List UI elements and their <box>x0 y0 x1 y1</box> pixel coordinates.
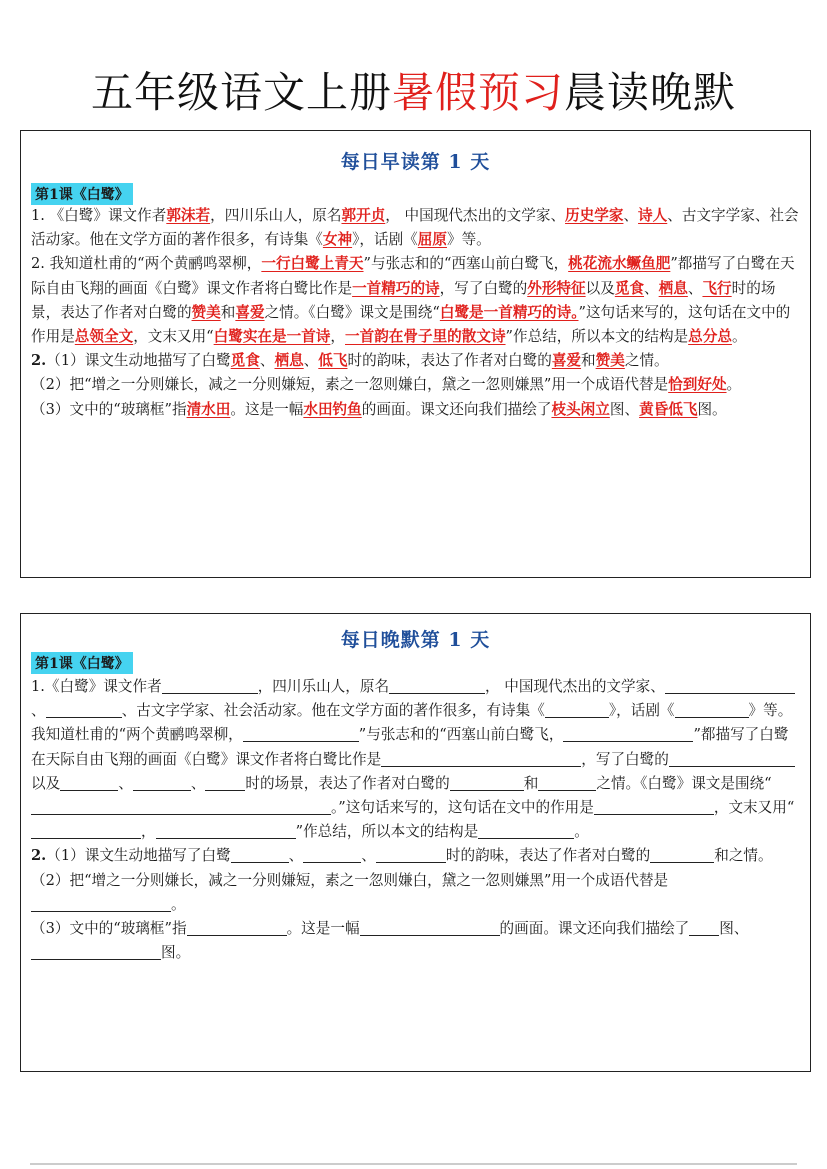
evening-paragraph-4 <box>31 917 801 965</box>
text-span: 。 <box>731 328 747 346</box>
morning-paragraph-5 <box>31 398 801 422</box>
fill-blank[interactable] <box>162 676 258 694</box>
answer: 觅食 <box>230 352 260 370</box>
fill-blank[interactable] <box>675 700 749 718</box>
fill-blank[interactable] <box>303 845 361 863</box>
text-span: 、 <box>31 702 46 720</box>
answer: 历史学家 <box>565 207 624 224</box>
text-span: （3）文中的“玻璃框”指 <box>31 400 187 418</box>
answer: 喜爱 <box>551 352 582 370</box>
morning-heading: 每日早读第 1 天 <box>340 151 491 173</box>
fill-blank[interactable] <box>538 773 596 791</box>
evening-paragraph-2 <box>31 844 801 868</box>
text-span: 时的韵味，表达了作者对白鹭的 <box>347 352 552 370</box>
answer: 一首精巧的诗 <box>352 279 440 297</box>
text-span: 、 <box>687 279 703 297</box>
evening-dictation-panel <box>20 613 811 1072</box>
text-span: 、 <box>259 352 275 370</box>
text-span: ，四川乐山人，原名 <box>210 207 342 224</box>
answer: 觅食 <box>614 279 645 297</box>
text-span: 、 <box>303 352 319 370</box>
text-span: 的画面。课文还向我们描绘了 <box>499 920 690 938</box>
answer: 栖息 <box>658 279 688 297</box>
text-span: 1. 《白鹭》课文作者 <box>31 207 167 224</box>
fill-blank[interactable] <box>665 676 795 694</box>
text-span: 时的韵味，表达了作者对白鹭的 <box>445 847 651 865</box>
text-span: 、 <box>190 774 206 792</box>
fill-blank[interactable] <box>31 797 331 815</box>
text-span: 1.《白鹭》课文作者 <box>31 678 162 695</box>
question-number: 2. <box>31 352 47 370</box>
fill-blank[interactable] <box>243 724 359 742</box>
answer: 女神 <box>322 231 353 249</box>
text-span: ，写了白鹭的 <box>439 279 528 297</box>
text-span: ”都描写了白鹭在天际自由飞翔的画面《白鹭》课文作者将白鹭比作是 <box>31 726 789 768</box>
morning-paragraph-3 <box>31 349 801 373</box>
evening-heading: 每日晚默第 1 天 <box>340 629 491 651</box>
text-span: （1）课文生动地描写了白鹭 <box>46 352 231 370</box>
fill-blank[interactable] <box>650 845 714 863</box>
answer: 外形特征 <box>527 279 586 297</box>
text-span: 之情。 <box>624 352 669 370</box>
text-span: 图、 <box>719 920 749 938</box>
fill-blank[interactable] <box>594 797 714 815</box>
text-span: ，文末又用“ <box>133 328 214 346</box>
answer: 总分总 <box>688 328 732 346</box>
fill-blank[interactable] <box>478 821 574 839</box>
fill-blank[interactable] <box>31 942 161 960</box>
text-span: 。这是一幅 <box>286 920 360 938</box>
fill-blank[interactable] <box>31 894 171 912</box>
text-span: 时的场景，表达了作者对白鹭的 <box>31 279 776 321</box>
text-span: 和 <box>220 303 236 321</box>
text-span: 之情。《白鹭》课文是围绕“ <box>596 774 772 792</box>
text-span: 》，话剧《 <box>608 702 675 720</box>
title-highlight: 暑假预习 <box>391 68 564 117</box>
text-span: （3）文中的“玻璃框”指 <box>31 920 187 938</box>
fill-blank[interactable] <box>689 918 719 936</box>
title-part-1: 五年级语文上册 <box>90 68 392 117</box>
text-span: ”这句话来写的，这句话在文中的作用是 <box>31 303 791 346</box>
morning-paragraph-4 <box>31 373 801 397</box>
text-span: （2）把“增之一分则嫌长，减之一分则嫌短，素之一忽则嫌白，黛之一忽则嫌黑”用一个成语代替是 <box>31 871 669 889</box>
text-span: （1）课文生动地描写了白鹭 <box>46 847 231 865</box>
text-span: ， 中国现代杰出的文学家、 <box>385 207 566 224</box>
text-span: 以及 <box>31 774 61 792</box>
text-span: 2. 我知道杜甫的“两个黄鹂鸣翠柳， <box>31 255 262 273</box>
fill-blank[interactable] <box>31 821 141 839</box>
text-span: 图。 <box>697 400 727 418</box>
answer: 清水田 <box>186 400 231 418</box>
answer: 黄昏低飞 <box>639 400 698 418</box>
fill-blank[interactable] <box>133 773 191 791</box>
morning-paragraph-1 <box>31 204 801 252</box>
bottom-divider <box>30 1163 797 1165</box>
answer: 白鹭是一首精巧的诗。 <box>439 303 579 321</box>
text-span: （2）把“增之一分则嫌长，减之一分则嫌短，素之一忽则嫌白，黛之一忽则嫌黑”用一个成语代替是 <box>31 376 669 394</box>
answer: 白鹭实在是一首诗 <box>213 328 331 346</box>
fill-blank[interactable] <box>669 749 795 767</box>
answer: 枝头闲立 <box>551 400 610 418</box>
answer: 一首韵在骨子里的散文诗 <box>345 328 506 346</box>
evening-text <box>31 675 801 965</box>
morning-lesson-tag: 第1课《白鹭》 <box>31 183 133 205</box>
answer: 桃花流水鳜鱼肥 <box>568 255 671 273</box>
answer: 恰到好处 <box>668 376 727 394</box>
morning-paragraph-2 <box>31 252 801 349</box>
text-span: ”与张志和的“西塞山前白鹭飞， <box>363 255 569 273</box>
fill-blank[interactable] <box>360 918 500 936</box>
text-span: 和 <box>523 774 539 792</box>
answer: 飞行 <box>702 279 732 297</box>
page-title <box>0 60 827 120</box>
answer: 赞美 <box>595 352 625 370</box>
answer: 一行白鹭上青天 <box>261 255 364 273</box>
text-span: 》等。 <box>446 231 491 249</box>
text-span: 以及 <box>585 279 615 297</box>
evening-paragraph-3 <box>31 869 801 917</box>
fill-blank[interactable] <box>156 821 296 839</box>
text-span: 之情。《白鹭》课文是围绕“ <box>264 303 440 321</box>
text-span: ”作总结，所以本文的结构是 <box>295 823 479 841</box>
fill-blank[interactable] <box>545 700 609 718</box>
text-span: ， <box>141 823 156 841</box>
text-span: 》等。我知道杜甫的“两个黄鹂鸣翠柳， <box>31 702 793 744</box>
answer: 屈原 <box>417 231 447 249</box>
text-span: 和 <box>714 847 729 865</box>
answer: 诗人 <box>638 207 668 224</box>
answer: 水田钓鱼 <box>303 400 362 418</box>
answer: 郭开贞 <box>341 207 386 224</box>
answer: 总领全文 <box>74 328 134 346</box>
fill-blank[interactable] <box>187 918 287 936</box>
text-span: 、 <box>361 847 376 865</box>
fill-blank[interactable] <box>563 724 693 742</box>
text-span: 。”这句话来写的，这句话在文中的作用是 <box>331 799 594 817</box>
text-span: ”都描写了白鹭在天际自由飞翔的画面《白鹭》课文作者将白鹭比作是 <box>31 255 795 297</box>
fill-blank[interactable] <box>60 773 118 791</box>
text-span: ， 中国现代杰出的文学家、 <box>485 678 665 695</box>
text-span: 。 <box>171 895 186 913</box>
text-span: 、 <box>118 774 133 792</box>
text-span: 、古文字学家、社会活动家。他在文学方面的著作很多，有诗集《 <box>121 702 545 720</box>
text-span: ”作总结，所以本文的结构是 <box>505 328 689 346</box>
text-span: ， <box>330 328 345 346</box>
morning-text <box>31 204 801 422</box>
text-span: 图。 <box>161 944 191 962</box>
fill-blank[interactable] <box>389 676 485 694</box>
text-span: 。 <box>574 823 589 841</box>
text-span: ，文末又用“ <box>713 799 795 817</box>
fill-blank[interactable] <box>381 749 581 767</box>
evening-lesson-tag: 第1课《白鹭》 <box>31 652 133 674</box>
text-span: ”与张志和的“西塞山前白鹭飞， <box>358 726 564 744</box>
answer: 栖息 <box>274 352 304 370</box>
text-span: 、 <box>623 207 639 224</box>
answer: 郭沫若 <box>166 207 211 224</box>
morning-reading-panel <box>20 130 811 578</box>
answer: 喜爱 <box>235 303 265 321</box>
text-span: ，写了白鹭的 <box>581 750 669 768</box>
text-span: 之情。 <box>728 847 773 865</box>
text-span: 、古文字学家、社会活动家。他在文学方面的著作很多，有诗集《 <box>31 207 799 249</box>
evening-paragraph-1 <box>31 675 801 844</box>
text-span: 时的场景，表达了作者对白鹭的 <box>245 774 450 792</box>
text-span: 。 <box>726 376 742 394</box>
answer: 赞美 <box>191 303 221 321</box>
text-span: 》，话剧《 <box>352 231 418 249</box>
title-part-2: 晨读晚默 <box>564 68 737 117</box>
text-span: 和 <box>581 352 596 370</box>
fill-blank[interactable] <box>205 773 245 791</box>
fill-blank[interactable] <box>376 845 446 863</box>
answer: 低飞 <box>318 352 348 370</box>
text-span: 图、 <box>609 400 640 418</box>
text-span: ，四川乐山人，原名 <box>257 678 390 695</box>
text-span: 的画面。课文还向我们描绘了 <box>361 400 552 418</box>
fill-blank[interactable] <box>231 845 289 863</box>
text-span: 、 <box>644 279 659 297</box>
fill-blank[interactable] <box>46 700 122 718</box>
fill-blank[interactable] <box>450 773 524 791</box>
text-span: 。这是一幅 <box>230 400 304 418</box>
text-span: 、 <box>288 847 304 865</box>
question-number: 2. <box>31 847 47 865</box>
